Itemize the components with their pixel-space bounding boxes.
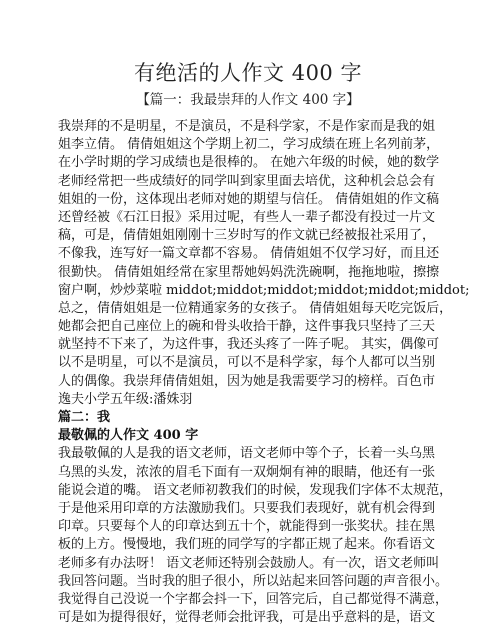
body-line: 我回答问题。当时我的胆子很小，所以站起来回答问题的声音很小。 <box>58 573 449 589</box>
body-line: 总之，倩倩姐姐是一位精通家务的女孩子。 倩倩姐姐每天吃完饭后， <box>58 300 453 316</box>
body-line: 板的上方。慢慢地，我们班的同学写的字都正规了起来。你看语文 <box>58 537 436 553</box>
body-line: 逸夫小学五年级:潘姝羽 <box>58 391 193 407</box>
body-line: 姐李立倩。 倩倩姐姐这个学期上初二，学习成绩在班上名列前茅， <box>58 137 440 153</box>
body-line: 窗户啊，炒炒菜啦 middot;middot;middot;middot;middot;middot; <box>58 282 470 298</box>
document-subtitle: 【篇一：我最崇拜的人作文 400 字】 <box>136 92 360 108</box>
body-line: 在小学时期的学习成绩也是很棒的。 在她六年级的时候，她的数学 <box>58 155 440 171</box>
body-line: 最敬佩的人作文 400 字 <box>58 428 199 444</box>
body-line: 于是他采用印章的方法激励我们。只要我们表现好，就有机会得到 <box>58 500 436 516</box>
body-line: 老师经常把一些成绩好的同学叫到家里面去培优，这种机会总会有 <box>58 173 436 189</box>
body-line: 不像我，连写好一篇文章都不容易。 倩倩姐姐不仅学习好，而且还 <box>58 246 440 262</box>
body-line: 以不是明星，可以不是演员，可以不是科学家，每个人都可以当别 <box>58 355 436 371</box>
body-line: 印章。只要每个人的印章达到五十个，就能得到一张奖状。挂在黑 <box>58 519 436 535</box>
body-line: 姐姐的一份，这体现出老师对她的期望与信任。 倩倩姐姐的作文稿 <box>58 191 440 207</box>
body-line: 很勤快。 倩倩姐姐经常在家里帮她妈妈洗洗碗啊，拖拖地啦，擦擦 <box>58 264 440 280</box>
body-line: 老师多有办法呀！ 语文老师还特别会鼓励人。有一次，语文老师叫 <box>58 555 440 571</box>
body-line: 就坚持不下来了，为这件事，我还头疼了一阵子呢。 其实，偶像可 <box>58 337 440 353</box>
body-line: 篇二：我 <box>58 410 111 425</box>
body-line: 稿，可是，倩倩姐姐刚刚十三岁时写的作文就已经被报社采用了， <box>58 228 436 244</box>
document-title: 有绝活的人作文 400 字 <box>134 61 362 85</box>
body-line: 人的偶像。我崇拜倩倩姐姐，因为她是我需要学习的榜样。百色市 <box>58 373 436 389</box>
body-line: 能说会道的嘴。 语文老师初教我们的时候，发现我们字体不太规范， <box>58 482 453 498</box>
body-line: 我崇拜的不是明星，不是演员，不是科学家，不是作家而是我的姐 <box>58 119 436 134</box>
body-line: 她都会把自己座位上的碗和骨头收拾干静，这件事我只坚持了三天 <box>58 319 436 335</box>
body-line: 我最敬佩的人是我的语文老师，语文老师中等个子，长着一头乌黑 <box>58 446 436 462</box>
document-body <box>58 118 470 627</box>
body-line: 可是如为提得很好，觉得老师会批评我，可是出乎意料的是，语文 <box>58 610 436 626</box>
body-line: 乌黑的头发，浓浓的眉毛下面有一双炯炯有神的眼睛，他还有一张 <box>58 464 436 480</box>
body-line: 我觉得自己没说一个字都会抖一下，回答完后，自己都觉得不满意， <box>58 591 449 607</box>
body-line: 还曾经被《石江日报》采用过呢，有些人一辈子都没有投过一片文 <box>58 209 436 225</box>
